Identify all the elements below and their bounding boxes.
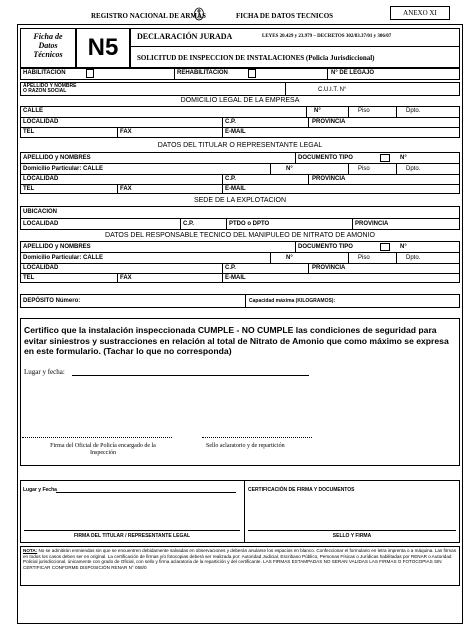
cuit-label: C.U.I.T. N° (318, 87, 347, 93)
divider (222, 273, 223, 283)
divider (20, 174, 460, 175)
divider (295, 152, 296, 163)
divider (327, 68, 328, 80)
divider (20, 127, 460, 128)
titular-fax-label: FAX (120, 186, 132, 192)
titular-documento-label: DOCUMENTO TIPO (298, 155, 353, 161)
firma-oficial-label: Firma del Oficial de Policía encargado de la Inspección (50, 443, 156, 456)
razon-social-label: APELLIDO Y NOMBRE O RAZON SOCIAL (23, 83, 77, 94)
divider (295, 241, 296, 252)
localidad-label: LOCALIDAD (23, 119, 59, 125)
annex-label: ANEXO XI (390, 6, 450, 20)
calle-label: CALLE (23, 108, 43, 114)
ptdo-label: PTDO o DPTO (229, 221, 270, 227)
divider (180, 218, 181, 230)
piso-label: Piso (358, 108, 370, 114)
titular-provincia-label: PROVINCIA (312, 176, 346, 182)
divider (270, 163, 271, 174)
titular-piso-label: Piso (358, 166, 370, 172)
deposito-label: DEPÓSITO Número: (23, 298, 81, 304)
tecnico-apellidos-label: APELLIDO y NOMBRES (23, 244, 91, 250)
divider (308, 174, 309, 184)
fax-label: FAX (120, 129, 132, 135)
divider (308, 117, 309, 127)
tecnico-localidad-label: LOCALIDAD (23, 265, 59, 271)
footnote (23, 548, 457, 570)
divider (117, 273, 118, 283)
email-label: E-MAIL (225, 129, 246, 135)
divider (222, 174, 223, 184)
divider (56, 492, 236, 493)
divider (352, 218, 353, 230)
coat-of-arms-icon (193, 7, 205, 21)
cert-firma-label: CERTIFICACIÓN DE FIRMA Y DOCUMENTOS (248, 487, 355, 493)
capacidad-label: Capacidad máxima (KILOGRAMOS): (249, 298, 336, 304)
tecnico-piso-label: Piso (358, 255, 370, 261)
rehabilitacion-checkbox[interactable] (248, 69, 256, 78)
registry-title: REGISTRO NACIONAL DE ARMAS (91, 12, 206, 20)
subtitle: SOLICITUD DE INSPECCION DE INSTALACIONES (Policia Jurisdiccional) (137, 54, 375, 62)
divider (117, 184, 118, 194)
titular-nro2-label: N° (286, 166, 293, 172)
divider (20, 117, 460, 118)
firma-titular-label: FIRMA DEL TITULAR / REPRESENTANTE LEGAL (73, 533, 191, 539)
divider (306, 106, 307, 117)
title-divider (130, 46, 460, 47)
sello-firma-label: SELLO Y FIRMA (332, 533, 372, 539)
divider (222, 127, 223, 138)
tecnico-dpto-label: Dpto. (406, 255, 421, 261)
divider (20, 184, 460, 185)
tecnico-fax-label: FAX (120, 275, 132, 281)
form-type-title: FICHA DE DATOS TECNICOS (236, 12, 334, 20)
tecnico-email-label: E-MAIL (225, 275, 246, 281)
titular-nro-label: N° (400, 155, 407, 161)
ficha-line3: Técnicos (33, 50, 63, 59)
explotacion-provincia-label: PROVINCIA (355, 221, 389, 227)
nro-label: N° (314, 108, 321, 114)
divider (222, 184, 223, 194)
divider (396, 252, 397, 263)
titular-email-label: E-MAIL (225, 186, 246, 192)
divider (285, 82, 286, 96)
divider (396, 163, 397, 174)
explotacion-title: SEDE DE LA EXPLOTACION (193, 197, 287, 204)
rehabilitacion-label: REHABILITACION (177, 70, 228, 76)
domicilio-title: DOMICILIO LEGAL DE LA EMPRESA (180, 97, 300, 104)
divider (20, 263, 460, 264)
explotacion-localidad-label: LOCALIDAD (23, 221, 59, 227)
ficha-line2: Datos (38, 41, 58, 50)
divider (174, 68, 175, 80)
titular-cp-label: C.P. (225, 176, 236, 182)
titular-dpto-label: Dpto. (406, 166, 421, 172)
divider (245, 294, 246, 308)
divider (348, 106, 349, 117)
declaration-title: DECLARACIÓN JURADA (137, 32, 233, 41)
tecnico-title: DATOS DEL RESPONSABLE TECNICO DEL MANIPULEO DE NITRATO DE AMONIO (105, 232, 375, 239)
divider (72, 375, 309, 376)
dpto-label: Dpto. (406, 108, 421, 114)
laws-text: LEYES 20.429 y 23.979 – DECRETOS 302/83.37/01 y 306/07 (262, 34, 392, 39)
habilitacion-label: HABILITACION (23, 70, 66, 76)
divider (348, 163, 349, 174)
tecnico-cp-label: C.P. (225, 265, 236, 271)
tel-label: TEL (23, 129, 35, 135)
razon-social-row (20, 82, 460, 96)
titular-apellidos-label: APELLIDO y NOMBRES (23, 155, 91, 161)
form-code: N5 (76, 28, 130, 68)
divider (20, 273, 460, 274)
divider (24, 530, 240, 531)
divider (222, 263, 223, 273)
legajo-label: N° DE LEGAJO (331, 70, 375, 76)
tecnico-provincia-label: PROVINCIA (312, 265, 346, 271)
divider (248, 530, 456, 531)
provincia-label: PROVINCIA (312, 119, 346, 125)
cp-label: C.P. (225, 119, 236, 125)
divider (226, 218, 227, 230)
tecnico-domicilio-label: Domicilio Particular: CALLE (23, 255, 104, 261)
divider (22, 437, 172, 438)
certificacion-text: Certifico que la instalación inspeccionada CUMPLE - NO CUMPLE las condiciones de seguridad para evitar siniestros y sustracciones en relación al total de Nitrato de Amonio que como máximo se expresa en este formulario. (Tachar lo que no corresponda) (24, 325, 449, 356)
ubicacion-label: UBICACION (23, 209, 57, 215)
divider (270, 252, 271, 263)
titular-localidad-label: LOCALIDAD (23, 176, 59, 182)
tecnico-documento-box[interactable] (380, 243, 390, 251)
titular-title: DATOS DEL TITULAR O REPRESENTANTE LEGAL (157, 142, 323, 149)
ficha-box (20, 28, 76, 68)
divider (117, 127, 118, 138)
tecnico-nro-label: N° (400, 244, 407, 250)
divider (20, 252, 460, 253)
divider (20, 163, 460, 164)
divider (244, 480, 245, 543)
titular-documento-box[interactable] (380, 154, 390, 162)
divider (222, 117, 223, 127)
titular-tel-label: TEL (23, 186, 35, 192)
footnote-text: No se admitirán enmiendas sin que se encuentren debidamente salvadas en observaciones y deberán anularse los espacios en blanco. Confeccionar el formulario en letra imprenta o a máquina. Las firmas en todos los casos deben ser en original. La certificación de firmas y/o fotocopias deberá ser realizada por: Autoridad Judicial, Escribano Público, Personas Físicas o Jurídicas habilitadas por RENAR o Autoridad Policial jurisdiccional, únicamente con grado de Oficial, con sello y firma aclaratoria de la repartición y del certificante. LAS FIRMAS ESTAMPADAS NO SERAN VALIDAS LAS FIRMAS O FOTOCOPIAS SIN CERTIFICAR CONFORME DISPOSICIÓN RENAR N° 058/0 (23, 548, 456, 570)
divider (308, 263, 309, 273)
lugar-fecha-label: Lugar y fecha: (24, 368, 65, 376)
tecnico-tel-label: TEL (23, 275, 35, 281)
divider (202, 437, 312, 438)
deposito-row (20, 294, 460, 308)
footnote-label: NOTA: (23, 548, 38, 553)
divider (20, 218, 460, 219)
explotacion-cp-label: C.P. (183, 221, 194, 227)
tecnico-nro2-label: N° (286, 255, 293, 261)
titular-domicilio-label: Domicilio Particular: CALLE (23, 166, 104, 172)
ficha-line1: Ficha de (33, 32, 63, 41)
divider (396, 106, 397, 117)
tecnico-documento-label: DOCUMENTO TIPO (298, 244, 353, 250)
bottom-lugar-label: Lugar y Fecha (23, 487, 57, 493)
divider (348, 252, 349, 263)
habilitacion-checkbox[interactable] (86, 69, 94, 78)
sello-label: Sello aclaratorio y de repartición (206, 443, 285, 449)
